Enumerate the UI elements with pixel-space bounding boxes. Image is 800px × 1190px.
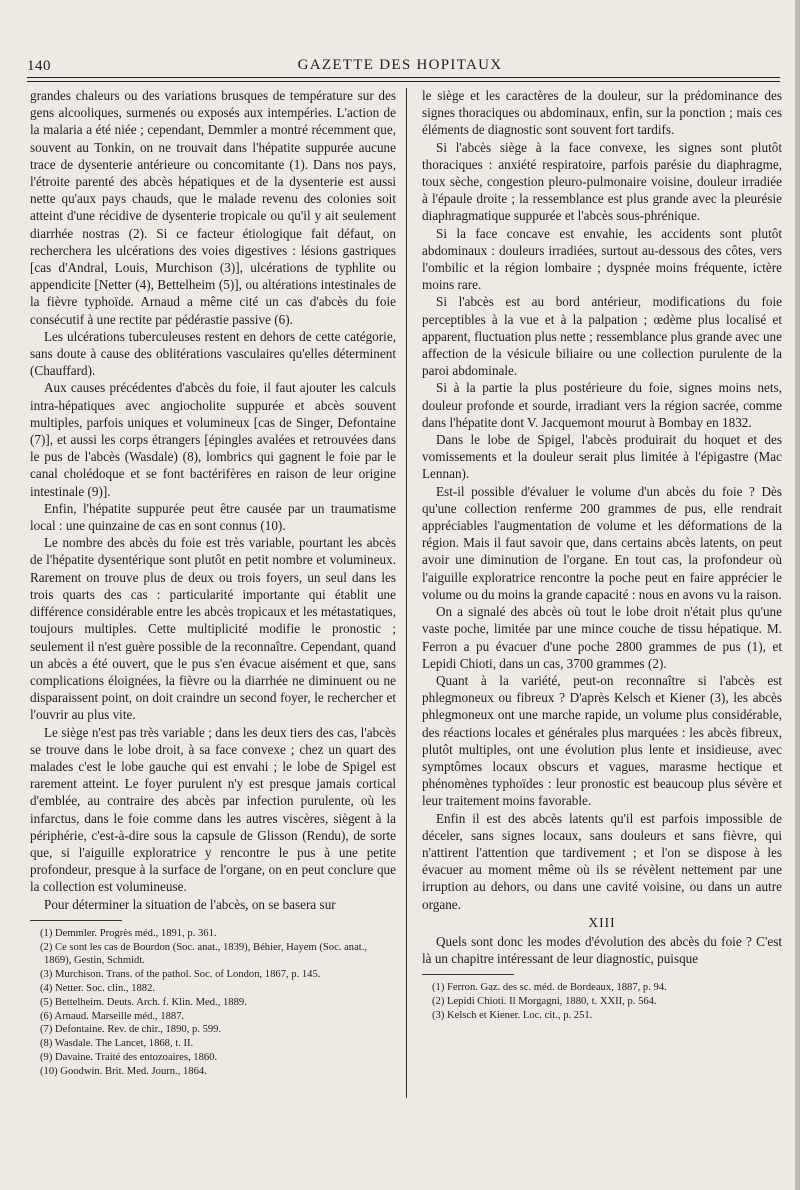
footnote: (1) Demmler. Progrès méd., 1891, p. 361.: [40, 927, 217, 939]
left-column: [30, 87, 396, 1079]
paragraph: On a signalé des abcès où tout le lobe droit n'était plus qu'une vaste poche, limitée par une mince couche de tissu hépatique. M. Ferron a pu évacuer d'une poche 2800 grammes de pus (1), et Lepidi Chioti, dans un cas, 3700 grammes (2).: [422, 604, 782, 671]
footnote: (3) Murchison. Trans. of the pathol. Soc. of London, 1867, p. 145.: [40, 969, 321, 981]
page-edge: [795, 0, 800, 1190]
section-heading: XIII: [588, 914, 616, 930]
paragraph: Quant à la variété, peut-on reconnaître si l'abcès est phlegmoneux ou fibreux ? D'après Kelsch et Kiener (3), les abcès phlegmoneux ont une marche rapide, un volume plus considérable, des réactions locales et générales plus marquées : les abcès fibreux, plutôt multiples, ont une évolution plus lente et insidieuse, avec symptômes locaux obscurs et vagues, marasme hectique et phénomènes typhoïdes : leur pronostic est beaucoup plus sévère et leur traitement moins favorable.: [422, 672, 782, 809]
paragraph: Si l'abcès est au bord antérieur, modifications du foie perceptibles à la vue et à la palpation ; œdème plus localisé et apparent, fluctuation plus nette ; ressemblance plus grande avec une affection de la vésicule biliaire ou une collection purulente de la paroi abdominale.: [422, 294, 782, 379]
footnote: (5) Bettelheim. Deuts. Arch. f. Klin. Med., 1889.: [40, 996, 247, 1008]
paragraph: Dans le lobe de Spigel, l'abcès produirait du hoquet et des vomissements et la douleur serait plus limitée à l'épigastre (Mac Lennan).: [422, 432, 782, 482]
paragraph: Si l'abcès siège à la face convexe, les signes sont plutôt thoraciques : anxiété respiratoire, parfois parésie du diaphragme, toux sèche, congestion pleuro-pulmonaire voisine, douleur irradiée à l'épaule droite ; la ressemblance est plus grande avec la pleurésie diaphragmatique suppurée et l'abcès sous-phrénique.: [422, 139, 782, 224]
paragraph: Pour déterminer la situation de l'abcès, on se basera sur: [44, 896, 336, 912]
paragraph: Si la face concave est envahie, les accidents sont plutôt abdominaux : douleurs irradiées, surtout au-dessous des côtes, vers l'ombilic et la région lombaire ; dyspnée moins fréquente, ictère moins rare.: [422, 225, 782, 293]
footnote: (9) Davaine. Traité des entozoaires, 1860.: [40, 1051, 218, 1063]
footnote: (1) Ferron. Gaz. des sc. méd. de Bordeaux, 1887, p. 94.: [432, 982, 667, 994]
paragraph: Enfin, l'hépatite suppurée peut être causée par un traumatisme local : une quinzaine de cas en sont connus (10).: [30, 500, 396, 534]
header-rule: [27, 77, 780, 78]
column-divider: [406, 88, 407, 1098]
footnote: (2) Lepidi Chioti. Il Morgagni, 1880, t. XXII, p. 564.: [432, 995, 657, 1007]
footnote: (7) Defontaine. Rev. de chir., 1890, p. 599.: [40, 1024, 222, 1036]
paragraph: grandes chaleurs ou des variations brusques de température sur des gens alcooliques, surmenés ou exposés aux intempéries. L'action de la malaria a été niée ; cependant, Demmler a montré récemment que, souvent au Tonkin, on ne trouvait dans l'hépatite suppurée aucune trace de dysenterie antérieure ou concomitante (1). Dans nos pays, l'étroite parenté des abcès hépatiques et de la dysenterie est aussi nette qu'aux pays chauds, que le malade revenu des colonies soit atteint d'une récidive de dysenterie tropicale ou qu'il y ait seulement diarrhée nostras (2). Si ce facteur étiologique fait défaut, on recherchera les ulcérations des voies digestives : lésions gastriques [cas d'Andral, Louis, Murchison (3)], ulcérations de typhlite ou appendicite [Netter (4), Bettelheim (5)], ou altérations intestinales de la fièvre typhoïde. Arnaud a même cité un cas d'abcès du foie consécutif à une rectite par pédérastie passive (6).: [30, 88, 396, 327]
paragraph: Quels sont donc les modes d'évolution des abcès du foie ? C'est là un chapitre intéressant de leur diagnostic, puisque: [422, 933, 782, 966]
running-title: GAZETTE DES HOPITAUX: [297, 57, 503, 73]
paragraph: Les ulcérations tuberculeuses restent en dehors de cette catégorie, sans doute à cause des oblitérations vasculaires qu'elles déterminent (Chauffard).: [30, 328, 396, 379]
paragraph: Le siège n'est pas très variable ; dans les deux tiers des cas, l'abcès se trouve dans le lobe droit, à sa face convexe ; chez un quart des malades c'est le lobe gauche qui est envahi ; le lobe de Spigel est rarement atteint. Le foyer purulent n'y est presque jamais cortical d'emblée, au contraire des abcès par infection purulente, où les infarctus, dans le foie comme dans les autres viscères, siègent à la périphérie, c'est-à-dire sous la capsule de Glisson (Rendu), de sorte que, si l'aiguille exploratrice y rencontre le pus à une petite profondeur, presque à la surface de l'organe, on en peut conclure que la collection est volumineuse.: [30, 724, 396, 895]
page-number: 140: [27, 58, 51, 74]
paragraph: le siège et les caractères de la douleur, sur la prédominance des signes thoraciques ou abdominaux, enfin, sur la ponction ; mais ces éléments de diagnostic sont souvent fort tardifs.: [422, 88, 782, 138]
right-column: [422, 87, 782, 1023]
footnote: (2) Ce sont les cas de Bourdon (Soc. anat., 1839), Béhier, Hayem (Soc. anat., 1869), Gestin, Schmidt.: [40, 941, 368, 967]
paragraph: Le nombre des abcès du foie est très variable, pourtant les abcès de l'hépatite dysentérique sont plutôt en petit nombre et volumineux. Rarement on trouve plus de deux ou trois foyers, un seul dans les trois quarts des cas : particularité importante qui établit une différence considérable entre les abcès tropicaux et les métastatiques, toujours multiples. Cette multiplicité modifie le pronostic ; seulement il n'est guère possible de la reconnaître. Cependant, quand un abcès a été ouvert, que le pus s'en évacue aisément et que, sans complications éloignées, la fièvre ou la diarrhée ne diminuent ou ne disparaissent point, on doit craindre un second foyer, le rechercher et l'ouvrir au plus vite.: [30, 535, 396, 723]
footnote-rule: [30, 920, 122, 921]
paragraph: Si à la partie la plus postérieure du foie, signes moins nets, douleur profonde et sourde, irradiant vers la région sacrée, comme dans l'hépatite dont V. Jacquemont mourut à Bombay en 1832.: [422, 380, 782, 430]
header-rule-double: [27, 81, 780, 82]
paragraph: Enfin il est des abcès latents qu'il est parfois impossible de déceler, sans signes locaux, sans douleurs et sans fièvre, qui n'attirent l'attention que tardivement ; et l'on se dispose à les évacuer au moment même où ils se révèlent nettement par une irruption au dehors, ou dans une cavité voisine, ou dans un autre organe.: [422, 810, 782, 912]
footnote: (3) Kelsch et Kiener. Loc. cit., p. 251.: [432, 1009, 593, 1021]
footnote: (10) Goodwin. Brit. Med. Journ., 1864.: [40, 1065, 207, 1077]
footnote-rule: [422, 974, 514, 975]
footnote: (6) Arnaud. Marseille méd., 1887.: [40, 1010, 185, 1022]
footnote: (4) Netter. Soc. clin., 1882.: [40, 982, 156, 994]
footnote: (8) Wasdale. The Lancet, 1868, t. II.: [40, 1038, 194, 1050]
paragraph: Aux causes précédentes d'abcès du foie, il faut ajouter les calculs intra-hépatiques avec angiocholite suppurée et abcès souvent multiples, parfois uniques et volumineux [cas de Singer, Defontaine (7)], et aussi les corps étrangers [épingles avalées et retrouvées dans le pus de l'abcès (Wasdale) (8), lombrics qui gagnent le foie par le canal cholédoque et se font bactérifères en raison de leur origine intestinale (9)].: [30, 380, 396, 499]
paragraph: Est-il possible d'évaluer le volume d'un abcès du foie ? Dès qu'une collection renferme 200 grammes de pus, elle rendrait appréciables l'augmentation de volume et les déformations de la région. Mais il faut savoir que, dans certains abcès latents, on peut avoir une diminution de l'organe. En tout cas, la profondeur où l'aiguille exploratrice rencontre la poche peut en faire apprécier le volume ou du moins la grande capacité : nous en avons vu la raison.: [422, 483, 782, 602]
